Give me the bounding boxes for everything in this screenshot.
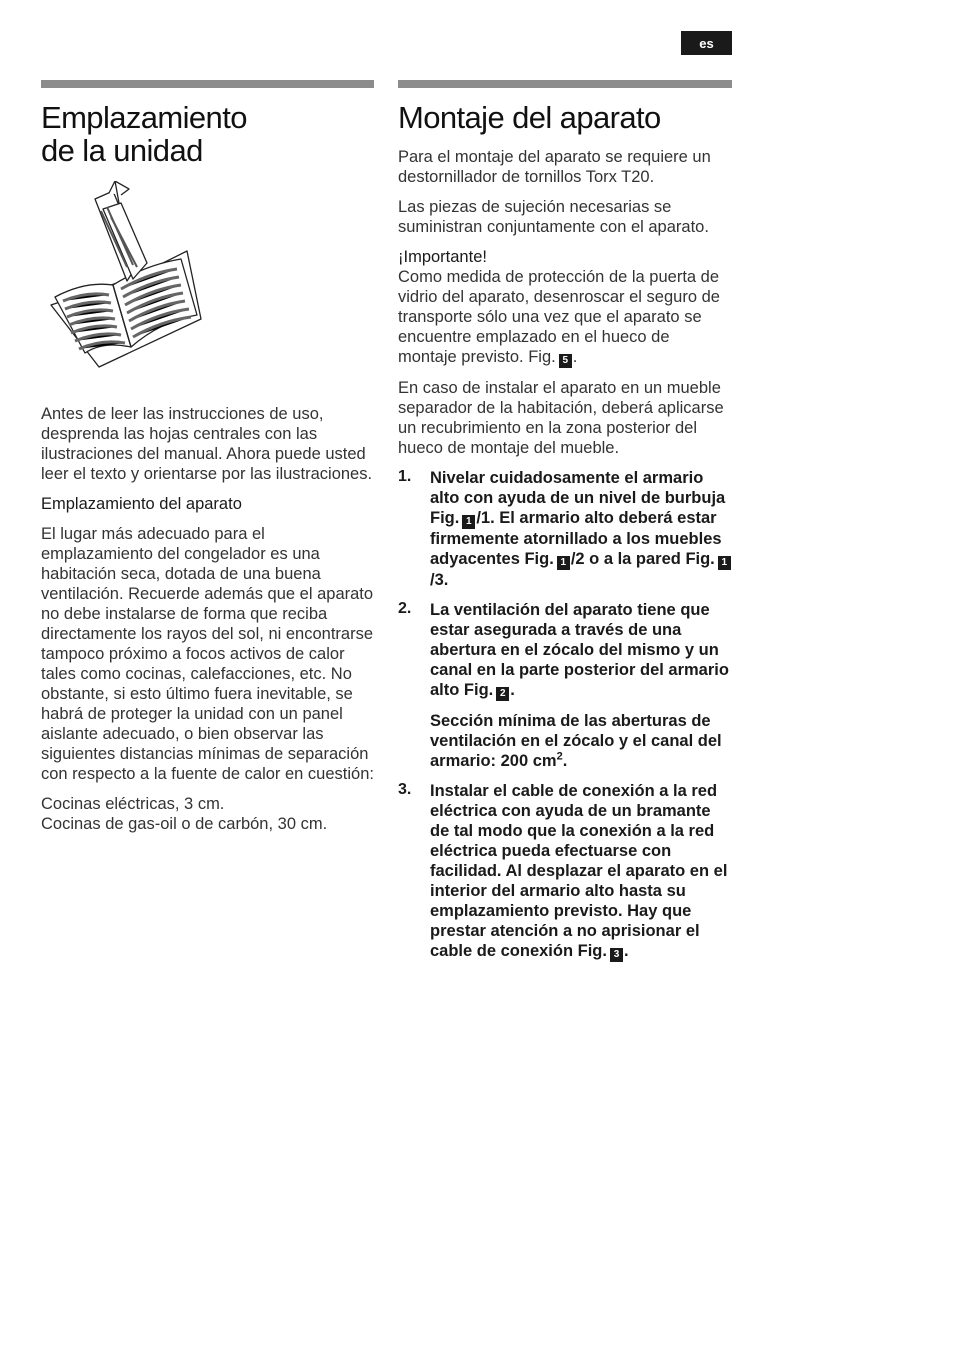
distance-gas: Cocinas de gas-oil o de carbón, 30 cm. bbox=[41, 815, 328, 833]
title-line-2: de la unidad bbox=[41, 133, 203, 168]
section-rule bbox=[398, 80, 732, 88]
step-number: 3. bbox=[398, 781, 412, 798]
step-number: 2. bbox=[398, 600, 412, 617]
list-item bbox=[398, 781, 732, 962]
step-text: Nivelar cuidadosamente el armario alto con ayuda de un nivel de burbuja Fig. 1 /1. El armario alto deberá estar firmemente atornillado a los muebles adyacentes Fig. 1 /2 o a la pared Fig. 1/3. bbox=[430, 468, 732, 590]
paragraph-parts: Las piezas de sujeción necesarias se suministran conjuntamente con el aparato. bbox=[398, 198, 709, 236]
section-title-emplazamiento bbox=[41, 101, 374, 167]
right-column bbox=[398, 80, 732, 962]
step-number: 1. bbox=[398, 468, 412, 485]
figure-ref-badge: 1 bbox=[718, 556, 731, 570]
section-rule bbox=[41, 80, 374, 88]
list-item bbox=[398, 600, 732, 771]
installation-steps bbox=[398, 468, 732, 962]
intro-paragraph: Antes de leer las instrucciones de uso, desprenda las hojas centrales con las ilustraciones del manual. Ahora puede usted leer el texto y orientarse por las ilustraciones. bbox=[41, 405, 373, 483]
paragraph-tools: Para el montaje del aparato se requiere un destornillador de tornillos Torx T20. bbox=[398, 148, 711, 186]
step-text: Instalar el cable de conexión a la red eléctrica con ayuda de un bramante de tal modo que la conexión a la red eléctrica pueda efectuarse con facilidad. Al desplazar el aparato en el interior del armario alto hasta su emplazamiento previsto. Hay que prestar atención a no aprisionar el cable de conexión Fig. 3 . bbox=[430, 782, 728, 960]
important-note: ¡Importante! Como medida de protección de la puerta de vidrio del aparato, desenroscar el seguro de transporte sólo una vez que el aparato se encuentre emplazado en el hueco de montaje previsto. Fig. 5 . bbox=[398, 248, 720, 366]
language-badge: es bbox=[681, 31, 732, 55]
figure-ref-badge: 5 bbox=[559, 354, 572, 368]
figure-ref-badge: 2 bbox=[496, 687, 509, 701]
important-label: ¡Importante! bbox=[398, 248, 487, 266]
body-paragraph: El lugar más adecuado para el emplazamiento del congelador es una habitación seca, dotada de una buena ventilación. Recuerde además que el aparato no debe instalarse de forma que reciba directamente los rayos del sol, ni encontrarse tampoco próximo a focos activos de calor tales como cocinas, calefacciones, etc. No obstante, si esto último fuera inevitable, se habrá de proteger la unidad con un panel aislante adecuado, o bien observar las siguientes distancias mínimas de separación con respecto a la fuente de calor en cuestión: bbox=[41, 525, 374, 783]
paragraph-room-divider: En caso de instalar el aparato en un mueble separador de la habitación, deberá aplicarse un recubrimiento en la zona posterior del hueco de montaje del mueble. bbox=[398, 379, 724, 457]
figure-ref-badge: 1 bbox=[557, 556, 570, 570]
manual-book-icon bbox=[49, 181, 205, 369]
distances bbox=[41, 794, 374, 834]
distance-electric: Cocinas eléctricas, 3 cm. bbox=[41, 795, 225, 813]
list-item bbox=[398, 468, 732, 590]
step-text: La ventilación del aparato tiene que estar asegurada a través de una abertura en el zócalo del mismo y un canal en la parte posterior del armario alto Fig. 2 . bbox=[430, 601, 729, 699]
figure-ref-badge: 1 bbox=[462, 515, 475, 529]
left-column bbox=[41, 80, 374, 834]
section-title-montaje: Montaje del aparato bbox=[398, 100, 661, 135]
title-line-1: Emplazamiento bbox=[41, 100, 247, 135]
important-text: Como medida de protección de la puerta de vidrio del aparato, desenroscar el seguro de transporte sólo una vez que el aparato se encuentre emplazado en el hueco de montaje previsto. Fig. bbox=[398, 268, 720, 366]
step-note: Sección mínima de las aberturas de ventilación en el zócalo y el canal del armario: 200 $cm^2$. bbox=[430, 712, 722, 770]
figure-ref-badge: 3 bbox=[610, 948, 623, 962]
subheading-emplazamiento: Emplazamiento del aparato bbox=[41, 495, 242, 513]
